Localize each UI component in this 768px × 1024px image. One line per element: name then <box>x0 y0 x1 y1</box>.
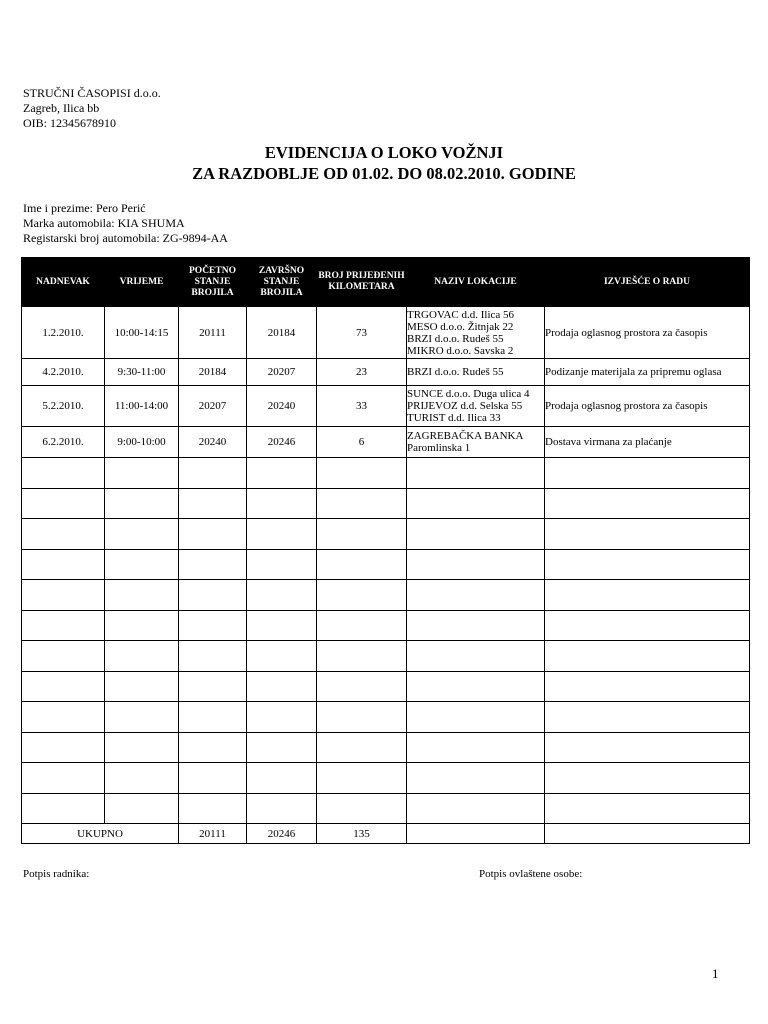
driver-info <box>23 201 228 246</box>
cell-end: 20184 <box>247 307 317 359</box>
empty-table-row <box>22 580 750 611</box>
empty-cell <box>317 458 407 489</box>
empty-cell <box>22 488 105 519</box>
title-line-2: ZA RAZDOBLJE OD 01.02. DO 08.02.2010. GODINE <box>192 164 576 183</box>
location-line: PRIJEVOZ d.d. Selska 55 <box>407 400 523 412</box>
empty-cell <box>545 610 750 641</box>
empty-table-row <box>22 671 750 702</box>
cell-location <box>407 427 545 458</box>
empty-cell <box>22 580 105 611</box>
empty-cell <box>407 763 545 794</box>
total-start: 20111 <box>179 824 247 844</box>
company-address: Zagreb, Ilica bb <box>23 101 100 115</box>
document-title <box>0 142 768 184</box>
cell-report: Prodaja oglasnog prostora za časopis <box>545 386 750 427</box>
empty-cell <box>22 549 105 580</box>
empty-cell <box>317 793 407 824</box>
empty-cell <box>317 610 407 641</box>
table-row <box>22 427 750 458</box>
table-row <box>22 359 750 386</box>
empty-cell <box>105 549 179 580</box>
company-oib: OIB: 12345678910 <box>23 116 116 130</box>
car-registration: Registarski broj automobila: ZG-9894-AA <box>23 231 228 245</box>
empty-table-row <box>22 702 750 733</box>
empty-cell <box>179 580 247 611</box>
empty-cell <box>179 610 247 641</box>
empty-cell <box>545 488 750 519</box>
empty-cell <box>179 458 247 489</box>
empty-cell <box>545 732 750 763</box>
page-number: 1 <box>712 966 719 981</box>
empty-cell <box>247 580 317 611</box>
cell-location <box>407 359 545 386</box>
header-location: NAZIV LOKACIJE <box>407 258 545 307</box>
empty-cell <box>105 763 179 794</box>
empty-cell <box>317 519 407 550</box>
empty-cell <box>179 549 247 580</box>
empty-cell <box>545 549 750 580</box>
header-date: NADNEVAK <box>22 258 105 307</box>
empty-cell <box>407 458 545 489</box>
cell-end: 20246 <box>247 427 317 458</box>
empty-table-row <box>22 488 750 519</box>
title-line-1: EVIDENCIJA O LOKO VOŽNJI <box>264 143 504 162</box>
cell-time: 9:00-10:00 <box>105 427 179 458</box>
location-line: SUNCE d.o.o. Duga ulica 4 <box>407 388 530 400</box>
empty-cell <box>179 732 247 763</box>
header-end-odometer: ZAVRŠNO STANJE BROJILA <box>247 258 317 307</box>
empty-cell <box>179 702 247 733</box>
empty-cell <box>317 641 407 672</box>
table-header-row <box>22 258 750 307</box>
header-time: VRIJEME <box>105 258 179 307</box>
empty-table-row <box>22 610 750 641</box>
location-line: Paromlinska 1 <box>407 442 471 454</box>
empty-cell <box>247 732 317 763</box>
empty-cell <box>22 793 105 824</box>
cell-time: 9:30-11:00 <box>105 359 179 386</box>
location-line: MIKRO d.o.o. Savska 2 <box>407 344 514 357</box>
header-km: BROJ PRIJEĐENIH KILOMETARA <box>317 258 407 307</box>
empty-cell <box>105 488 179 519</box>
empty-cell <box>105 671 179 702</box>
header-report: IZVJEŠĆE O RADU <box>545 258 750 307</box>
authorized-signature-label: Potpis ovlaštene osobe: <box>479 868 583 880</box>
empty-cell <box>407 641 545 672</box>
empty-table-row <box>22 519 750 550</box>
cell-km: 23 <box>317 359 407 386</box>
empty-cell <box>22 519 105 550</box>
cell-time: 10:00-14:15 <box>105 307 179 359</box>
empty-cell <box>179 488 247 519</box>
empty-cell <box>247 519 317 550</box>
empty-cell <box>545 793 750 824</box>
empty-cell <box>317 763 407 794</box>
mileage-table <box>21 257 750 844</box>
empty-table-row <box>22 732 750 763</box>
total-empty-cell <box>545 824 750 844</box>
empty-cell <box>22 458 105 489</box>
empty-cell <box>247 641 317 672</box>
table-row <box>22 307 750 359</box>
empty-table-row <box>22 458 750 489</box>
location-line: BRZI d.o.o. Rudeš 55 <box>407 332 504 345</box>
empty-cell <box>317 488 407 519</box>
empty-table-row <box>22 641 750 672</box>
cell-end: 20207 <box>247 359 317 386</box>
empty-cell <box>545 671 750 702</box>
cell-km: 73 <box>317 307 407 359</box>
empty-cell <box>105 702 179 733</box>
location-line: TRGOVAC d.d. Ilica 56 <box>407 308 515 321</box>
cell-start: 20240 <box>179 427 247 458</box>
total-km: 135 <box>317 824 407 844</box>
empty-cell <box>22 732 105 763</box>
cell-time: 11:00-14:00 <box>105 386 179 427</box>
empty-cell <box>407 488 545 519</box>
empty-cell <box>407 519 545 550</box>
empty-cell <box>105 610 179 641</box>
cell-report: Podizanje materijala za pripremu oglasa <box>545 359 750 386</box>
cell-date: 4.2.2010. <box>22 359 105 386</box>
empty-cell <box>407 732 545 763</box>
location-line: TURIST d.d. Ilica 33 <box>407 412 501 424</box>
total-end: 20246 <box>247 824 317 844</box>
table-row <box>22 386 750 427</box>
cell-report: Prodaja oglasnog prostora za časopis <box>545 307 750 359</box>
cell-start: 20207 <box>179 386 247 427</box>
location-line: BRZI d.o.o. Rudeš 55 <box>407 366 504 378</box>
empty-cell <box>407 793 545 824</box>
location-line: MESO d.o.o. Žitnjak 22 <box>407 320 514 333</box>
empty-cell <box>407 671 545 702</box>
empty-cell <box>247 671 317 702</box>
empty-cell <box>317 671 407 702</box>
total-empty-cell <box>407 824 545 844</box>
cell-date: 1.2.2010. <box>22 307 105 359</box>
empty-cell <box>247 549 317 580</box>
company-name: STRUČNI ČASOPISI d.o.o. <box>23 86 161 100</box>
empty-cell <box>247 763 317 794</box>
empty-cell <box>317 702 407 733</box>
total-label: UKUPNO <box>22 824 179 844</box>
empty-cell <box>545 519 750 550</box>
cell-km: 33 <box>317 386 407 427</box>
cell-start: 20111 <box>179 307 247 359</box>
empty-cell <box>545 763 750 794</box>
empty-cell <box>179 763 247 794</box>
cell-end: 20240 <box>247 386 317 427</box>
empty-cell <box>317 580 407 611</box>
cell-date: 5.2.2010. <box>22 386 105 427</box>
empty-cell <box>179 519 247 550</box>
location-line: ZAGREBAČKA BANKA <box>407 430 524 442</box>
cell-start: 20184 <box>179 359 247 386</box>
empty-cell <box>105 458 179 489</box>
empty-table-row <box>22 549 750 580</box>
empty-cell <box>105 580 179 611</box>
driver-name: Ime i prezime: Pero Perić <box>23 201 146 215</box>
empty-cell <box>22 763 105 794</box>
empty-cell <box>247 458 317 489</box>
empty-cell <box>22 702 105 733</box>
company-block <box>23 86 161 131</box>
empty-cell <box>247 702 317 733</box>
empty-cell <box>247 488 317 519</box>
empty-cell <box>407 580 545 611</box>
empty-cell <box>22 671 105 702</box>
empty-cell <box>317 732 407 763</box>
empty-cell <box>407 549 545 580</box>
empty-table-row <box>22 793 750 824</box>
cell-date: 6.2.2010. <box>22 427 105 458</box>
cell-report: Dostava virmana za plaćanje <box>545 427 750 458</box>
empty-cell <box>179 641 247 672</box>
empty-cell <box>317 549 407 580</box>
empty-cell <box>407 610 545 641</box>
empty-cell <box>179 793 247 824</box>
empty-cell <box>105 519 179 550</box>
empty-cell <box>407 702 545 733</box>
empty-cell <box>179 671 247 702</box>
empty-cell <box>545 641 750 672</box>
empty-cell <box>247 793 317 824</box>
empty-cell <box>22 641 105 672</box>
worker-signature-label: Potpis radnika: <box>23 868 90 880</box>
empty-cell <box>247 610 317 641</box>
cell-location <box>407 386 545 427</box>
empty-cell <box>545 580 750 611</box>
empty-cell <box>22 610 105 641</box>
header-start-odometer: POČETNO STANJE BROJILA <box>179 258 247 307</box>
total-row <box>22 824 750 844</box>
cell-km: 6 <box>317 427 407 458</box>
empty-table-row <box>22 763 750 794</box>
empty-rows <box>22 458 750 824</box>
empty-cell <box>545 702 750 733</box>
empty-cell <box>105 641 179 672</box>
empty-cell <box>105 793 179 824</box>
empty-cell <box>105 732 179 763</box>
car-brand: Marka automobila: KIA SHUMA <box>23 216 185 230</box>
cell-location <box>407 307 545 359</box>
empty-cell <box>545 458 750 489</box>
